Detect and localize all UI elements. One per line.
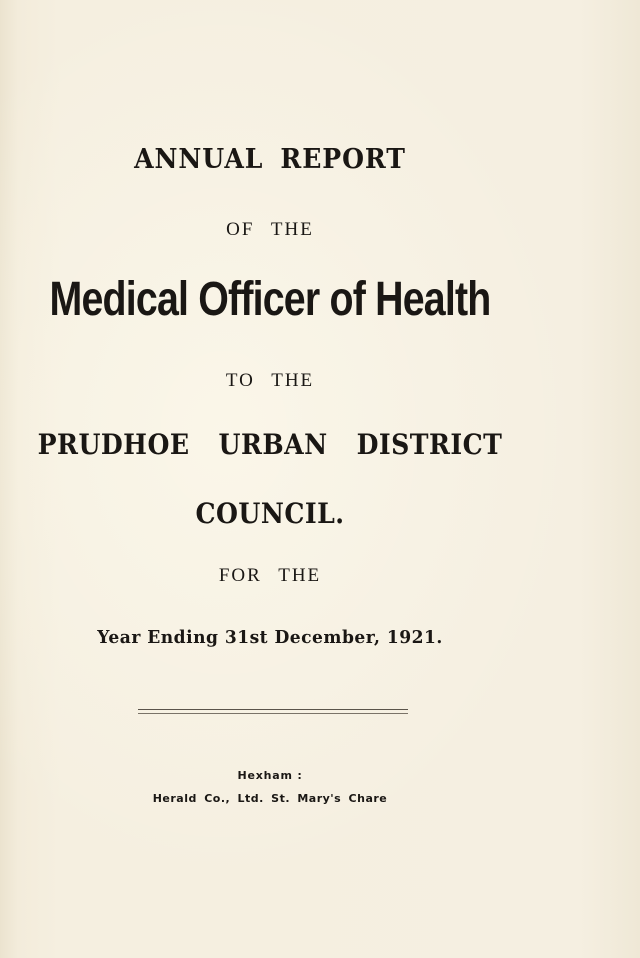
to-the-line: TO THE [225,370,315,391]
imprint-publisher: Herald Co., Ltd. St. Mary's Chare [152,792,388,805]
of-the-line: OF THE [226,219,314,240]
imprint-place: Hexham : [237,769,303,782]
report-title: ANNUAL REPORT [134,144,406,175]
report-period: Year Ending 31st December, 1921. [97,627,443,648]
divider-rule-bottom [138,713,408,714]
council-name-line2: COUNCIL. [195,497,345,530]
council-name-line1: PRUDHOE URBAN DISTRICT [37,428,503,461]
divider-rule-top [138,709,408,710]
officer-title: Medical Officer of Health [49,273,491,326]
for-the-line: FOR THE [218,565,322,586]
